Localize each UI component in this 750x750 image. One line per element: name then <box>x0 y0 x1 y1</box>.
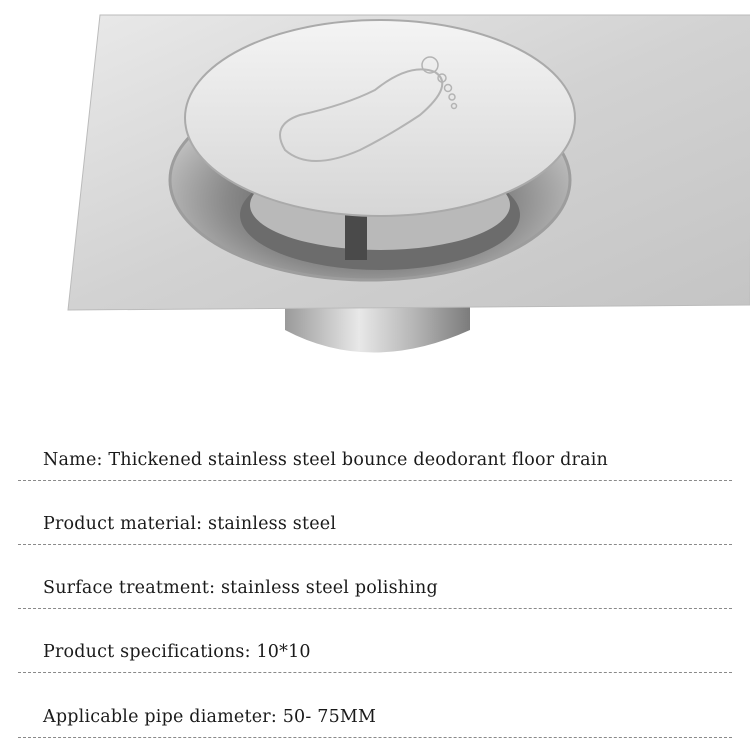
spec-row-pipe-diameter <box>18 673 732 738</box>
spec-material-text: Product material: stainless steel <box>43 514 337 534</box>
spec-row-surface <box>18 544 732 609</box>
drain-cover <box>185 20 575 216</box>
spec-specifications-text: Product specifications: 10*10 <box>43 642 311 662</box>
spec-surface-text: Surface treatment: stainless steel polishing <box>43 578 438 598</box>
spec-row-material <box>18 480 732 545</box>
spec-row-specifications <box>18 608 732 673</box>
spec-name-text: Name: Thickened stainless steel bounce deodorant floor drain <box>43 450 608 470</box>
spec-pipe-diameter-text: Applicable pipe diameter: 50- 75MM <box>43 707 377 727</box>
spec-row-name <box>18 416 732 481</box>
